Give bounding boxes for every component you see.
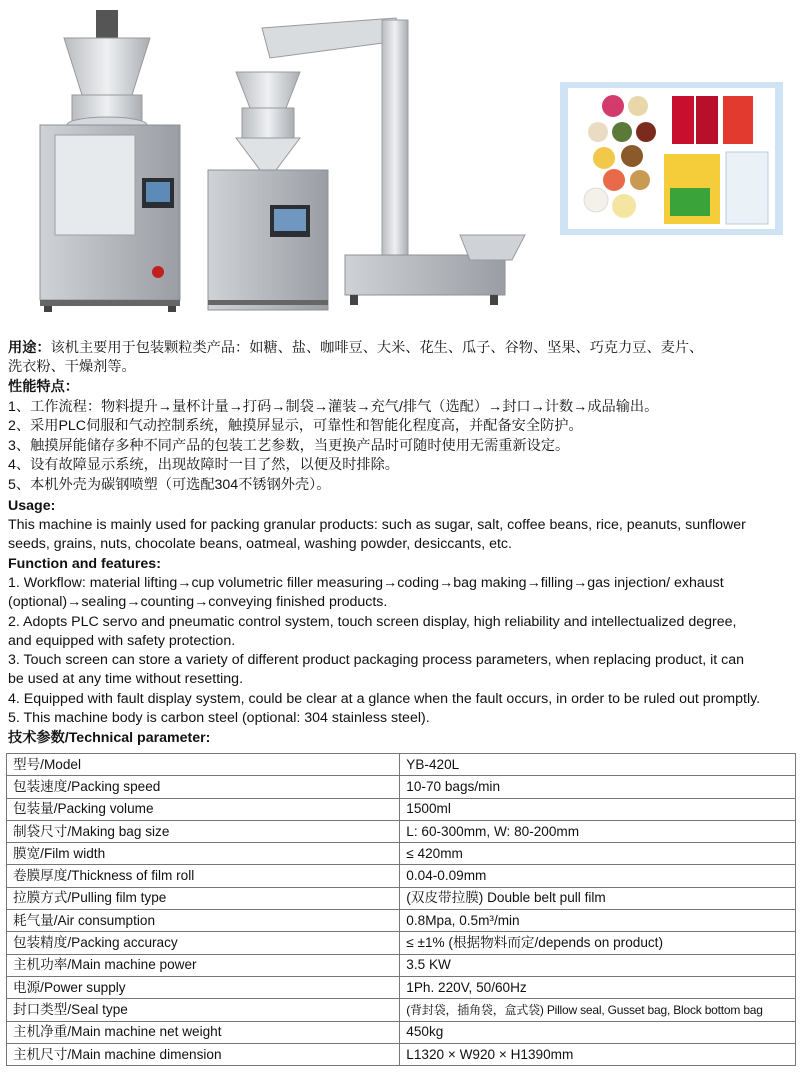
features-cn-item: 4、设有故障显示系统，出现故障时一目了然，以便及时排除。 — [8, 457, 399, 473]
features-en-line: 3. Touch screen can store a variety of different product packaging process parameters, when replacing product, it can — [8, 652, 745, 668]
features-en-line: 4. Equipped with fault display system, could be clear at a glance when the fault occurs, in order to be ruled out promptly. — [8, 691, 761, 707]
usage-en-line2: seeds, grains, nuts, chocolate beans, oatmeal, washing powder, desiccants, etc. — [8, 536, 512, 552]
param-name: 包装速度/Packing speed — [7, 776, 400, 798]
param-value: 450kg — [400, 1021, 796, 1043]
table-row — [7, 976, 796, 998]
param-value: (背封袋，插角袋，盒式袋) Pillow seal, Gusset bag, Block bottom bag — [400, 999, 796, 1021]
param-value: YB-420L — [400, 754, 796, 776]
features-en-line: be used at any time without resetting. — [8, 671, 244, 687]
features-en-line: and equipped with safety protection. — [8, 633, 236, 649]
usage-en-line1: This machine is mainly used for packing granular products: such as sugar, salt, coffee beans, rice, peanuts, sunflower — [8, 517, 746, 533]
machine-middle — [208, 72, 328, 310]
tech-param-title: 技术参数/Technical parameter: — [8, 730, 211, 746]
param-name: 包装量/Packing volume — [7, 798, 400, 820]
usage-cn — [8, 339, 796, 358]
machine-left — [40, 10, 180, 312]
usage-en-title: Usage: — [8, 498, 56, 514]
table-row — [7, 798, 796, 820]
table-row — [7, 954, 796, 976]
granules-photo — [560, 82, 783, 235]
features-en-line: 5. This machine body is carbon steel (optional: 304 stainless steel). — [8, 710, 430, 726]
param-name: 封口类型/Seal type — [7, 999, 400, 1021]
param-value: ≤ ±1% (根据物料而定/depends on product) — [400, 932, 796, 954]
param-value: 0.8Mpa, 0.5m³/min — [400, 910, 796, 932]
param-name: 耗气量/Air consumption — [7, 910, 400, 932]
features-cn-item: 3、触摸屏能储存多种不同产品的包装工艺参数，当更换产品时可随时使用无需重新设定。 — [8, 438, 570, 454]
table-row — [7, 754, 796, 776]
features-en-line: 2. Adopts PLC servo and pneumatic control system, touch screen display, high reliability and intellectualized degree, — [8, 614, 737, 630]
usage-cn-line1: 该机主要用于包装颗粒类产品：如糖、盐、咖啡豆、大米、花生、瓜子、谷物、坚果、巧克力豆、麦片、 — [50, 340, 704, 356]
param-name: 主机功率/Main machine power — [7, 954, 400, 976]
usage-cn-line2: 洗衣粉、干燥剂等。 — [8, 359, 136, 375]
param-value: 1500ml — [400, 798, 796, 820]
param-value: L1320 × W920 × H1390mm — [400, 1043, 796, 1065]
features-cn-item: 5、本机外壳为碳钢喷塑（可选配304不锈钢外壳）。 — [8, 477, 331, 493]
param-name: 型号/Model — [7, 754, 400, 776]
param-value: 3.5 KW — [400, 954, 796, 976]
table-row — [7, 820, 796, 842]
table-row — [7, 999, 796, 1021]
product-samples-image — [568, 88, 775, 229]
table-row — [7, 1043, 796, 1065]
param-name: 包装精度/Packing accuracy — [7, 932, 400, 954]
param-value: L: 60-300mm, W: 80-200mm — [400, 820, 796, 842]
table-row — [7, 865, 796, 887]
features-cn-item: 1、工作流程：物料提升→量杯计量→打码→制袋→灌装→充气/排气（选配）→封口→计数→成品输出。 — [8, 399, 659, 415]
param-name: 拉膜方式/Pulling film type — [7, 887, 400, 909]
param-value: 0.04-0.09mm — [400, 865, 796, 887]
table-row — [7, 932, 796, 954]
features-en-line: 1. Workflow: material lifting→cup volumetric filler measuring→coding→bag making→filling→gas injection/ exhaust — [8, 575, 724, 591]
usage-cn-label: 用途： — [8, 340, 51, 356]
param-value: 1Ph. 220V, 50/60Hz — [400, 976, 796, 998]
param-value: 10-70 bags/min — [400, 776, 796, 798]
product-photos — [0, 0, 800, 330]
tech-param-table — [6, 753, 796, 1066]
features-en-title: Function and features: — [8, 556, 161, 572]
table-row — [7, 843, 796, 865]
param-name: 主机净重/Main machine net weight — [7, 1021, 400, 1043]
features-en-line: (optional)→sealing→counting→conveying finished products. — [8, 594, 388, 610]
param-name: 膜宽/Film width — [7, 843, 400, 865]
table-row — [7, 1021, 796, 1043]
param-name: 电源/Power supply — [7, 976, 400, 998]
param-name: 主机尺寸/Main machine dimension — [7, 1043, 400, 1065]
table-row — [7, 910, 796, 932]
param-name: 制袋尺寸/Making bag size — [7, 820, 400, 842]
param-value: ≤ 420mm — [400, 843, 796, 865]
param-name: 卷膜厚度/Thickness of film roll — [7, 865, 400, 887]
param-value: (双皮带拉膜) Double belt pull film — [400, 887, 796, 909]
table-row — [7, 887, 796, 909]
table-row — [7, 776, 796, 798]
features-cn-title: 性能特点： — [8, 379, 79, 395]
features-cn-item: 2、采用PLC伺服和气动控制系统，触摸屏显示，可靠性和智能化程度高，并配备安全防护。 — [8, 418, 583, 434]
